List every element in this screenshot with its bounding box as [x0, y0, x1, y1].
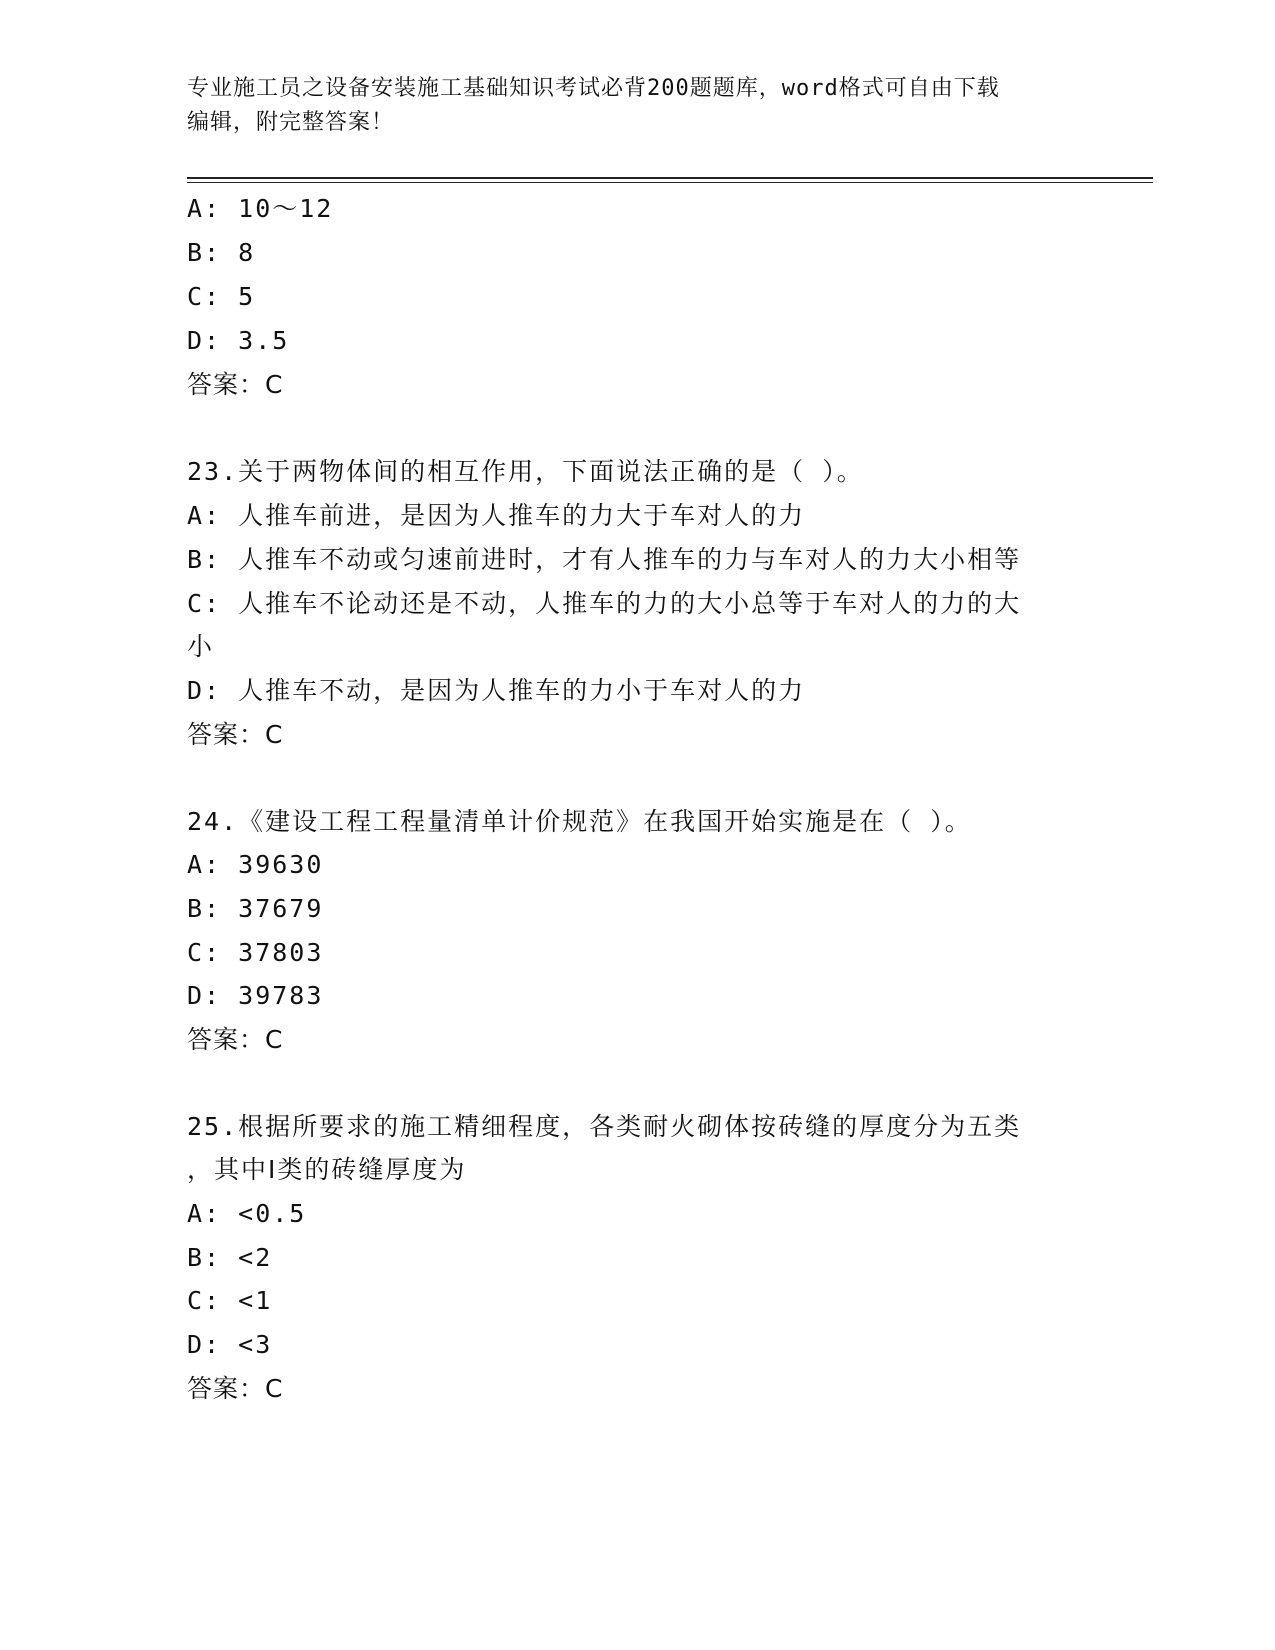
header-rule-thin	[187, 182, 1153, 183]
q25-answer: 答案：C	[187, 1374, 284, 1403]
q23-option-d: D: 人推车不动，是因为人推车的力小于车对人的力	[187, 676, 806, 705]
q23-option-c-continued: 小	[187, 632, 215, 661]
q25-option-a: A: <0.5	[187, 1199, 307, 1228]
q24-option-c: C: 37803	[187, 938, 324, 967]
q23-answer: 答案：C	[187, 720, 284, 749]
q23-option-c: C: 人推车不论动还是不动，人推车的力的大小总等于车对人的力的大	[187, 589, 1022, 618]
q22-option-d: D: 3.5	[187, 326, 290, 355]
document-header	[187, 72, 1087, 140]
q24-option-a: A: 39630	[187, 850, 324, 879]
q24-stem: 24.《建设工程工程量清单计价规范》在我国开始实施是在（ ）。	[187, 807, 972, 836]
q24-option-d: D: 39783	[187, 981, 324, 1010]
q24-answer: 答案：C	[187, 1025, 284, 1054]
q22-answer: 答案：C	[187, 370, 284, 399]
header-title-line-1: 专业施工员之设备安装施工基础知识考试必背200题题库，word格式可自由下载	[187, 76, 1000, 101]
q24-option-b: B: 37679	[187, 894, 324, 923]
q25-stem-continued: ，其中Ⅰ类的砖缝厚度为	[187, 1155, 467, 1184]
header-title-line-2: 编辑，附完整答案！	[187, 110, 395, 135]
q22-option-b: B: 8	[187, 238, 256, 267]
q25-stem: 25.根据所要求的施工精细程度，各类耐火砌体按砖缝的厚度分为五类	[187, 1112, 1022, 1141]
header-rule-thick	[187, 177, 1153, 179]
q22-option-a: A: 10～12	[187, 194, 334, 223]
q22-option-c: C: 5	[187, 282, 256, 311]
q23-option-b: B: 人推车不动或匀速前进时，才有人推车的力与车对人的力大小相等	[187, 545, 1022, 574]
q25-option-b: B: <2	[187, 1243, 273, 1272]
q23-option-a: A: 人推车前进，是因为人推车的力大于车对人的力	[187, 501, 806, 530]
q25-option-d: D: <3	[187, 1330, 273, 1359]
q23-stem: 23.关于两物体间的相互作用，下面说法正确的是（ ）。	[187, 457, 864, 486]
q25-option-c: C: <1	[187, 1286, 273, 1315]
